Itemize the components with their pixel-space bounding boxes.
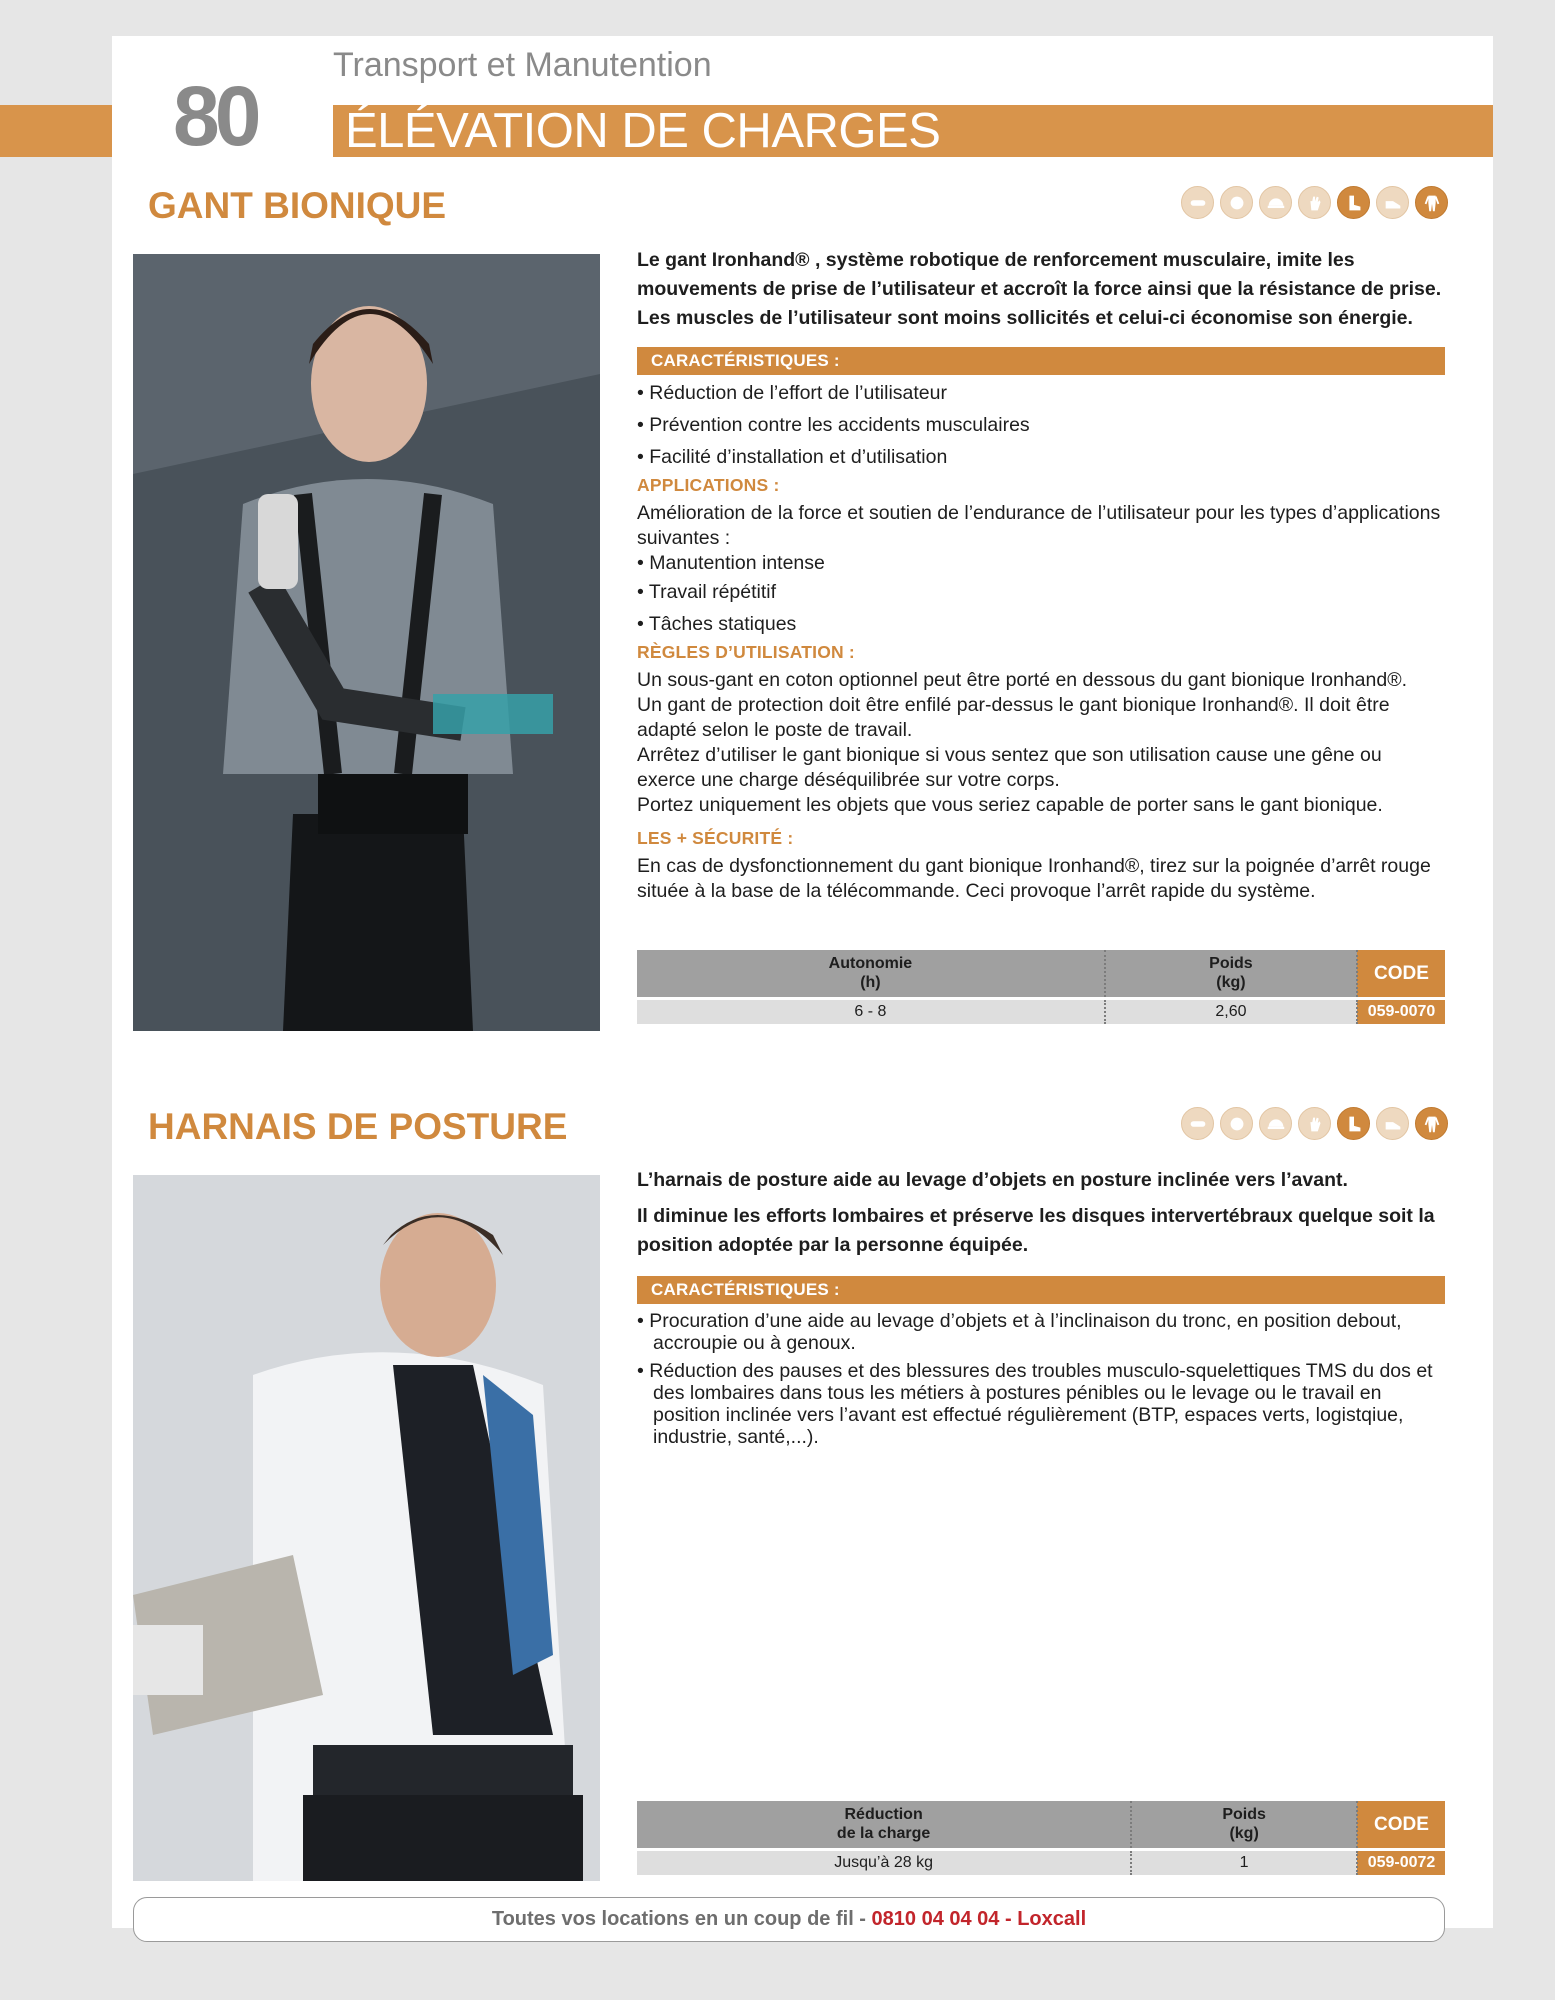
table-row <box>637 1849 1445 1875</box>
product-code: 059-0070 <box>1357 998 1445 1024</box>
face-icon <box>1181 1107 1214 1140</box>
column-header: Réduction de la charge <box>637 1801 1131 1849</box>
product-title-harnais: HARNAIS DE POSTURE <box>148 1106 568 1147</box>
footer-phone[interactable]: 0810 04 04 04 <box>871 1908 1000 1930</box>
page-number: 80 <box>173 69 257 163</box>
product-title-gant-bionique: GANT BIONIQUE <box>148 185 447 226</box>
breadcrumb: Transport et Manutention <box>333 46 712 84</box>
footer-banner <box>133 1897 1445 1942</box>
column-header: Poids (kg) <box>1131 1801 1357 1849</box>
footer-brand: Loxcall <box>1017 1908 1087 1930</box>
column-header: Poids (kg) <box>1105 950 1357 998</box>
characteristics-band: CARACTÉRISTIQUES : <box>637 347 1445 375</box>
footer-text: Toutes vos locations en un coup de fil - <box>491 1908 872 1930</box>
knee-icon <box>1376 1107 1409 1140</box>
rules-text: Arrêtez d’utiliser le gant bionique si vous sentez que son utilisation cause une gêne ou exerce une charge déséquilibrée sur votre corps. <box>637 744 1382 791</box>
code-header: CODE <box>1357 950 1445 998</box>
harnais-photo <box>133 1175 600 1881</box>
code-header: CODE <box>1357 1801 1445 1849</box>
safety-text: En cas de dysfonctionnement du gant bionique Ironhand®, tirez sur la poignée d’arrêt rouge située à la base de la télécommande. Ceci provoque l’arrêt rapide du système. <box>637 855 1431 902</box>
table-cell: 1 <box>1131 1849 1357 1875</box>
boot-icon <box>1337 186 1370 219</box>
list-item: • Travail répétitif <box>637 581 777 603</box>
list-item: • Tâches statiques <box>637 613 797 635</box>
head-icon <box>1220 186 1253 219</box>
face-icon <box>1181 186 1214 219</box>
list-item: • Réduction des pauses et des blessures des troubles musculo-squelettiques TMS du dos et des lombaires dans tous les métiers à postures pénibles ou le levage ou le travail en position inclinée vers l’avant est effectué régulièrement (BTP, espaces verts, logistqiue, industrie, santé,...). <box>637 1360 1433 1448</box>
characteristics-list <box>637 1310 1445 1448</box>
list-item: • Réduction de l’effort de l’utilisateur <box>637 382 947 404</box>
body-icon <box>1415 186 1448 219</box>
harnais-description <box>637 1166 1445 1454</box>
head-icon <box>1220 1107 1253 1140</box>
product-intro: Il diminue les efforts lombaires et préserve les disques intervertébraux quelque soit la position adoptée par la personne équipée. <box>637 1205 1435 1256</box>
product-intro: Le gant Ironhand® , système robotique de renforcement musculaire, imite les mouvements de prise de l’utilisateur et accroît la force ainsi que la résistance de prise. Les muscles de l’utilisateur sont moins sollicités et celui-ci économise son énergie. <box>637 249 1442 329</box>
helmet-icon <box>1259 186 1292 219</box>
table-cell: 6 - 8 <box>637 998 1105 1024</box>
table-cell: 2,60 <box>1105 998 1357 1024</box>
rules-text: Un sous-gant en coton optionnel peut être porté en dessous du gant bionique Ironhand®. <box>637 669 1408 691</box>
list-item: • Facilité d’installation et d’utilisation <box>637 446 948 468</box>
product-code: 059-0072 <box>1357 1849 1445 1875</box>
characteristics-list <box>637 377 1445 473</box>
spec-table-harnais <box>637 1801 1445 1875</box>
left-accent-band <box>0 105 112 157</box>
table-row <box>637 998 1445 1024</box>
column-header: Autonomie (h) <box>637 950 1105 998</box>
page-title: ÉLÉVATION DE CHARGES <box>345 104 941 158</box>
list-item: • Prévention contre les accidents musculaires <box>637 414 1030 436</box>
helmet-icon <box>1259 1107 1292 1140</box>
list-item: • Manutention intense <box>637 552 825 574</box>
product-intro: L’harnais de posture aide au levage d’objets en posture inclinée vers l’avant. <box>637 1169 1348 1191</box>
rules-heading: RÈGLES D’UTILISATION : <box>637 642 855 662</box>
footer-separator: - <box>999 1908 1018 1930</box>
protection-pictograms <box>1181 1107 1448 1140</box>
hand-icon <box>1298 1107 1331 1140</box>
gant-bionique-description <box>637 246 1445 904</box>
safety-heading: LES + SÉCURITÉ : <box>637 828 794 848</box>
applications-text: Amélioration de la force et soutien de l’endurance de l’utilisateur pour les types d’applications suivantes : <box>637 502 1441 549</box>
rules-text: Portez uniquement les objets que vous seriez capable de porter sans le gant bionique. <box>637 794 1383 816</box>
protection-pictograms <box>1181 186 1448 219</box>
body-icon <box>1415 1107 1448 1140</box>
characteristics-band: CARACTÉRISTIQUES : <box>637 1276 1445 1304</box>
knee-icon <box>1376 186 1409 219</box>
gant-bionique-photo <box>133 254 600 1031</box>
rules-text: Un gant de protection doit être enfilé par-dessus le gant bionique Ironhand®. Il doit être adapté selon le poste de travail. <box>637 694 1390 741</box>
hand-icon <box>1298 186 1331 219</box>
boot-icon <box>1337 1107 1370 1140</box>
spec-table-gant <box>637 950 1445 1024</box>
applications-heading: APPLICATIONS : <box>637 475 780 495</box>
list-item: • Procuration d’une aide au levage d’objets et à l’inclinaison du tronc, en position debout, accroupie ou à genoux. <box>637 1310 1402 1354</box>
table-cell: Jusqu’à 28 kg <box>637 1849 1131 1875</box>
